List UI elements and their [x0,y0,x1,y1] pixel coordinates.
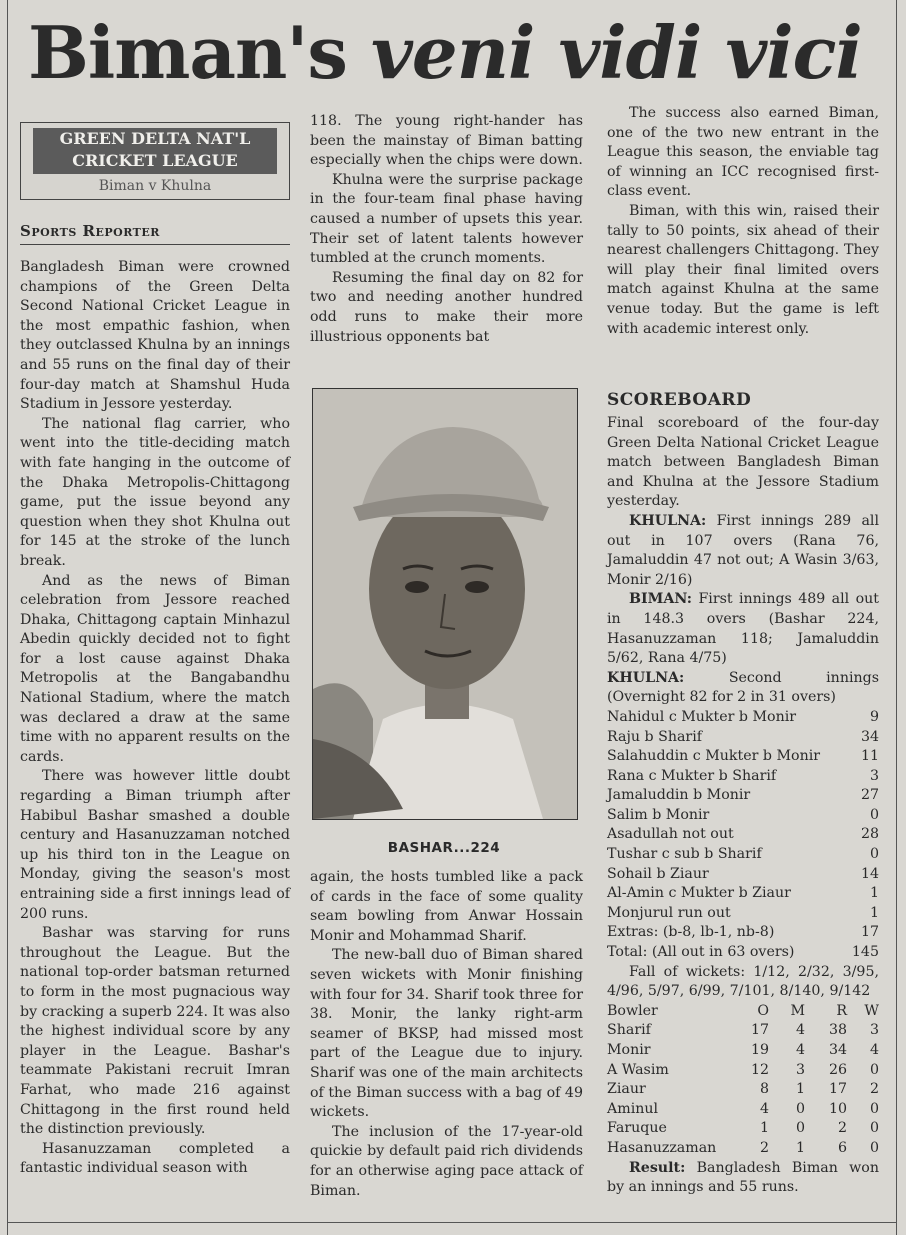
bowler-overs: 17 [750,1022,769,1039]
batsman-name: Al-Amin c Mukter b Ziaur [607,885,791,902]
bowling-row [607,1041,879,1061]
bowler-runs: 17 [828,1081,847,1098]
batsman-name: Asadullah not out [607,826,734,843]
extras-row [607,923,879,943]
bowler-name: Sharif [607,1022,651,1039]
runs-column-header: R [836,1002,847,1019]
right-column-rule [896,0,897,1235]
league-match-label: Biman v Khulna [98,178,212,194]
khulna-second-innings [607,669,879,708]
batsman-name: Tushar c sub b Sharif [607,846,762,863]
paragraph: The success also earned Biman, one of the two new entrant in the League this season, the enviable tag of winning an ICC recognised first-class event. [607,105,879,200]
bowling-row [607,1139,879,1159]
batsman-runs: 1 [869,885,879,902]
byline: Sports Reporter [20,222,290,245]
batting-card [607,708,879,963]
bowler-maidens: 0 [795,1100,805,1117]
batsman-runs: 0 [869,806,879,823]
batsman-runs: 27 [860,787,879,804]
article-column-1 [20,258,290,1179]
bowler-column-header: Bowler [607,1002,658,1019]
overs-column-header: O [757,1002,769,1019]
innings-summary: Second innings (Overnight 82 for 2 in 31 overs) [607,669,879,706]
bowler-runs: 2 [837,1120,847,1137]
bowler-maidens: 1 [795,1139,805,1156]
paragraph: Bangladesh Biman were crowned champions of the Green Delta Second National Cricket League in the most empathic fashion, when they outclassed Khulna by an innings and 55 runs on the final day of their four-day match at Shamshul Huda Stadium in Jessore yesterday. [20,259,290,413]
batting-row [607,728,879,748]
batsman-runs: 9 [869,708,879,725]
batsman-name: Jamaluddin b Monir [607,787,751,804]
bowler-wickets: 3 [869,1022,879,1039]
player-photo-illustration [313,389,577,819]
bowler-maidens: 4 [795,1022,805,1039]
bowler-name: Hasanuzzaman [607,1139,717,1156]
bowler-maidens: 3 [795,1061,805,1078]
batsman-name: Monjurul run out [607,904,731,921]
bowler-overs: 12 [750,1061,769,1078]
bowler-overs: 4 [759,1100,769,1117]
bowler-overs: 2 [759,1139,769,1156]
batsman-name: Raju b Sharif [607,728,702,745]
article-column-2-bottom [310,868,583,1201]
paragraph: Biman, with this win, raised their tally to 50 points, six ahead of their nearest challengers Chittagong. They will play their final limited overs match against Khulna at the same venue today. But the game is left with academic interest only. [607,202,879,337]
paragraph: Khulna were the surprise package in the four-team final phase having caused a number of upsets this year. Their set of latent talents however tumbled at the crunch moments. [310,171,583,267]
extras-runs: 17 [860,924,879,941]
bowler-runs: 34 [828,1042,847,1058]
bowling-row [607,1100,879,1120]
paragraph: 118. The young right-hander has been the mainstay of Biman batting especially when the chips were down. [310,113,583,169]
batting-row [607,884,879,904]
batsman-runs: 34 [860,728,879,745]
photo-caption: BASHAR...224 [387,840,501,856]
batting-row [607,904,879,924]
innings-summary: First innings 289 all out in 107 overs (Rana 76, Jamaluddin 47 not out; A Wasin 3/63, Monir 2/16) [607,512,879,588]
batting-row [607,767,879,787]
left-column-rule [7,0,8,1235]
paragraph: The national flag carrier, who went into the title-deciding match with fate hanging in the outcome of the Dhaka Metropolis-Chittagong game, put the issue beyond any question when they shot Khulna out for 145 at the stroke of the lunch break. [20,415,290,569]
article-column-2-top [310,112,583,347]
batting-row [607,845,879,865]
bowling-card [607,1002,879,1159]
bowler-maidens: 1 [795,1081,805,1098]
batsman-runs: 14 [860,865,879,882]
paragraph: And as the news of Biman celebration from Jessore reached Dhaka, Chittagong captain Minhazul Abedin quickly decided not to fight for a lost cause against Dhaka Metropolis at the Bangabandhu National Stadium, where the match was declared a draw at the same time with no apparent results on the cards. [20,572,290,765]
bowler-name: Aminul [607,1100,659,1117]
batsman-runs: 28 [860,826,879,843]
extras-label: Extras: (b-8, lb-1, nb-8) [607,924,775,941]
bowler-wickets: 0 [869,1061,879,1078]
league-box [20,122,290,200]
scoreboard-intro: Final scoreboard of the four-day Green Delta National Cricket League match between Bangladesh Biman and Khulna at the Jessore Stadium yesterday. [607,415,879,510]
bowling-row [607,1061,879,1081]
headline-italic: veni vidi vici [371,10,862,95]
batting-row [607,708,879,728]
team-label: KHULNA: [629,512,707,529]
scoreboard [607,414,879,1198]
biman-first-innings [607,590,879,668]
total-row [607,943,879,963]
innings-summary: First innings 489 all out in 148.3 overs (Bashar 224, Hasanuzzaman 118; Jamaluddin 5/62, Rana 4/75) [607,591,879,667]
maidens-column-header: M [790,1002,805,1019]
batting-row [607,747,879,767]
batsman-runs: 1 [869,904,879,921]
paragraph: The new-ball duo of Biman shared seven wickets with Monir finishing with four for 34. Sharif took three for 38. Monir, the lanky right-arm seamer of BKSP, had missed most part of the League due to injury. Sharif was one of the main architects of the Biman success with a bag of 49 wickets. [310,947,583,1121]
bowler-name: Monir [607,1042,651,1058]
bowler-wickets: 0 [869,1100,879,1117]
bowler-runs: 26 [828,1061,847,1078]
batsman-name: Sohail b Ziaur [607,865,709,882]
paragraph: The inclusion of the 17-year-old quickie by default paid rich dividends for an otherwise aging pace attack of Biman. [310,1123,583,1199]
batting-row [607,865,879,885]
team-label: BIMAN: [629,591,693,608]
bowler-wickets: 4 [869,1042,879,1058]
khulna-first-innings [607,512,879,590]
match-result [607,1159,879,1198]
batting-row [607,825,879,845]
paragraph: Bashar was starving for runs throughout the League. But the national top-order batsman returned to form in the most pugnacious way by cracking a superb 224. It was also the highest individual score by any player in the League. Bashar's teammate Pakistani recruit Imran Farhat, who made 216 against Chittagong in the first round held the distinction previously. [20,925,290,1138]
paragraph: again, the hosts tumbled like a pack of cards in the face of some quality seam bowling from Anwar Hossain Monir and Mohammad Sharif. [310,869,583,944]
fall-of-wickets: Fall of wickets: 1/12, 2/32, 3/95, 4/96, 5/97, 6/99, 7/101, 8/140, 9/142 [607,963,879,1000]
bowler-name: Ziaur [607,1081,646,1098]
bowler-wickets: 0 [869,1120,879,1137]
bottom-rule [7,1222,897,1223]
bowler-name: A Wasim [607,1061,669,1078]
bowler-overs: 19 [750,1042,769,1058]
bowling-row [607,1080,879,1100]
wickets-column-header: W [864,1002,879,1019]
bowler-overs: 1 [759,1120,769,1137]
player-photo [312,388,578,820]
batting-row [607,786,879,806]
bowling-header [607,1002,879,1022]
result-label: Result: [629,1159,686,1176]
batsman-name: Nahidul c Mukter b Monir [607,708,797,725]
paragraph: There was however little doubt regarding a Biman triumph after Habibul Bashar smashed a double century and Hasanuzzaman notched up his third ton in the League on Monday, giving the season's most entraining side a first innings lead of 200 runs. [20,768,290,922]
bowler-runs: 38 [828,1022,847,1039]
league-banner-line2: CRICKET LEAGUE [72,151,238,170]
headline [28,12,888,94]
team-label: KHULNA: [607,669,685,686]
league-banner [33,128,277,174]
paragraph: Resuming the final day on 82 for two and needing another hundred odd runs to make their more illustrious opponents bat [310,269,583,345]
league-banner-line1: GREEN DELTA NAT'L [59,129,251,148]
paragraph: Hasanuzzaman completed a fantastic individual season with [20,1140,290,1177]
batsman-name: Rana c Mukter b Sharif [607,767,777,784]
bowler-maidens: 4 [795,1042,805,1058]
scoreboard-title: SCOREBOARD [607,390,752,410]
batsman-name: Salim b Monir [607,806,710,823]
bowler-wickets: 2 [869,1081,879,1098]
article-column-3 [607,104,879,339]
batsman-runs: 11 [860,748,879,765]
batsman-runs: 0 [869,846,879,863]
bowling-row [607,1021,879,1041]
bowling-row [607,1119,879,1139]
bowler-name: Faruque [607,1120,667,1137]
headline-plain: Biman's [28,10,372,95]
result-text: Bangladesh Biman won by an innings and 55 runs. [607,1159,879,1196]
total-label: Total: (All out in 63 overs) [607,944,795,961]
bowler-runs: 10 [828,1100,847,1117]
batsman-runs: 3 [869,767,879,784]
batting-row [607,806,879,826]
bowler-overs: 8 [759,1081,769,1098]
bowler-maidens: 0 [795,1120,805,1137]
total-runs: 145 [851,944,879,961]
bowler-runs: 6 [837,1139,847,1156]
bowler-wickets: 0 [869,1139,879,1156]
batsman-name: Salahuddin c Mukter b Monir [607,748,821,765]
